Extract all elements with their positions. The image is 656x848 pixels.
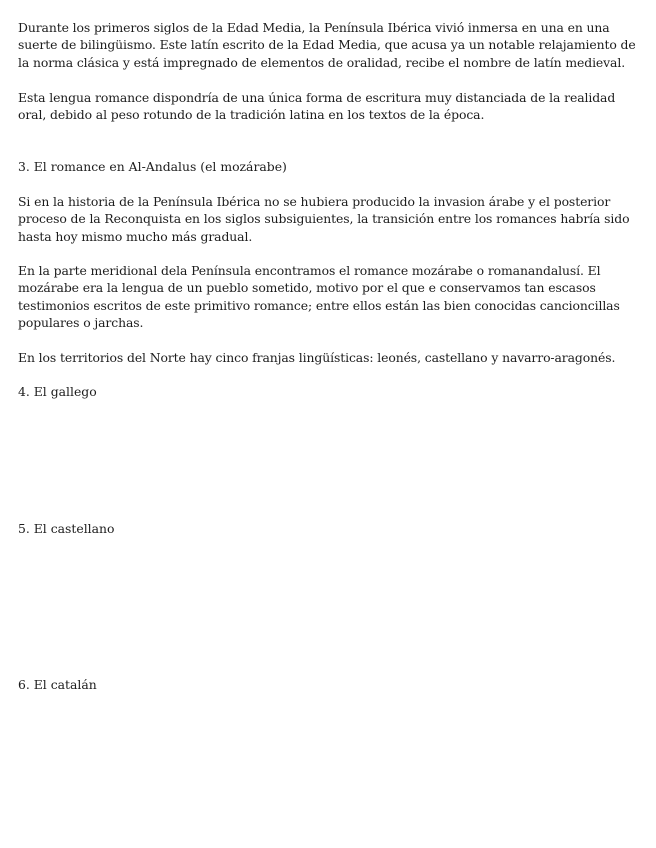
paragraph-franjas-linguisticas: En los territorios del Norte hay cinco franjas lingüísticas: leonés, castellano y navarro-aragonés. [18,350,616,365]
paragraph-latin-medieval: Durante los primeros siglos de la Edad Media, la Península Ibérica vivió inmersa en una en una suerte de bilingüismo. Este latín escrito de la Edad Media, que acusa ya un notable relajamiento de la norma clásica y está impregnado de elementos de oralidad, recibe el nombre de latín medieval. [18,20,636,70]
heading-section-5: 5. El castellano [18,521,115,536]
paragraph-invasion-arabe: Si en la historia de la Península Ibérica no se hubiera producido la invasion árabe y el posterior proceso de la Reconquista en los siglos subsiguientes, la transición entre los romances habría sido hasta hoy mismo mucho más gradual. [18,194,630,244]
paragraph-lengua-romance: Esta lengua romance dispondría de una única forma de escritura muy distanciada de la realidad oral, debido al peso rotundo de la tradición latina en los textos de la época. [18,90,616,123]
paragraph-mozarabe: En la parte meridional dela Península encontramos el romance mozárabe o romanandalusí. El mozárabe era la lengua de un pueblo sometido, motivo por el que e conservamos tan escasos testimonios escritos de este primitivo romance; entre ellos están las bien conocidas cancioncillas populares o jarchas. [18,263,620,331]
heading-section-3: 3. El romance en Al-Andalus (el mozárabe) [18,159,287,174]
heading-section-6: 6. El catalán [18,677,97,692]
heading-section-4: 4. El gallego [18,384,97,399]
